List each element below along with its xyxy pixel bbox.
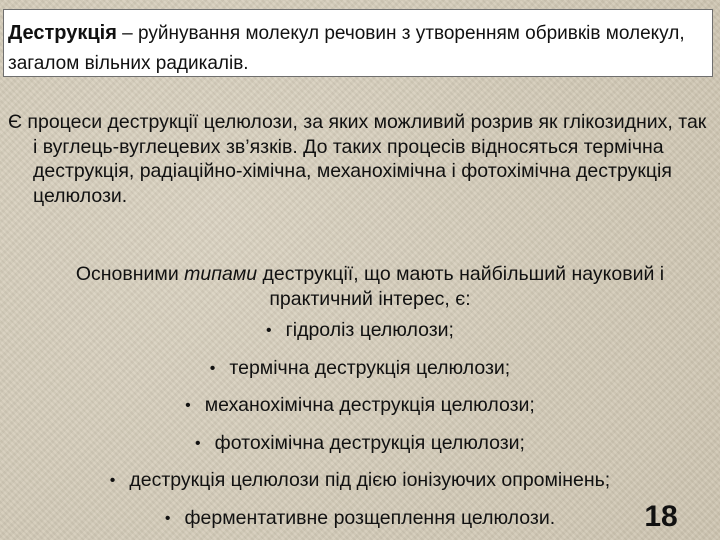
- list-item: [0, 315, 720, 353]
- list-item: [0, 465, 720, 503]
- destruction-types-list: [0, 315, 720, 540]
- list-item: [0, 353, 720, 391]
- definition-box: [3, 9, 713, 77]
- bullet-icon: •: [209, 359, 216, 377]
- list-item: [0, 503, 720, 540]
- intro-paragraph: Є процеси деструкції целюлози, за яких можливий розрив як глікозидних, так і вуглець-вуглецевих зв’язків. До таких процесів відносяться термічна деструкція, радіаційно-хімічна, механохімічна і фотохімічна деструкція целюлози.: [8, 111, 707, 207]
- bullet-icon: •: [185, 397, 191, 414]
- list-item-text: деструкція целюлози під дією іонізуючих опромінень;: [129, 469, 611, 491]
- list-item: [0, 428, 720, 466]
- types-heading: [60, 262, 680, 311]
- slide-number: 18: [644, 500, 678, 533]
- types-heading-emphasis: типами: [184, 263, 258, 285]
- definition-term: Деструкція: [8, 22, 117, 44]
- bullet-icon: •: [164, 509, 171, 527]
- list-item-text: гідроліз целюлози;: [285, 319, 454, 341]
- list-item-text: термічна деструкція целюлози;: [229, 356, 511, 379]
- list-item-text: ферментативне розщеплення целюлози.: [184, 506, 556, 529]
- definition-text: – руйнування молекул речовин з утворенням обривків молекул, загалом вільних радикалів.: [8, 23, 685, 74]
- list-item-text: механохімічна деструкція целюлози;: [204, 394, 535, 416]
- bullet-icon: •: [109, 472, 116, 489]
- list-item-text: фотохімічна деструкція целюлози;: [214, 431, 525, 454]
- types-heading-before: Основними: [75, 263, 185, 285]
- bullet-icon: •: [266, 322, 272, 339]
- list-item: [0, 390, 720, 428]
- bullet-icon: •: [195, 434, 201, 452]
- types-heading-after: деструкції, що мають найбільший науковий і практичний інтерес, є:: [257, 263, 665, 310]
